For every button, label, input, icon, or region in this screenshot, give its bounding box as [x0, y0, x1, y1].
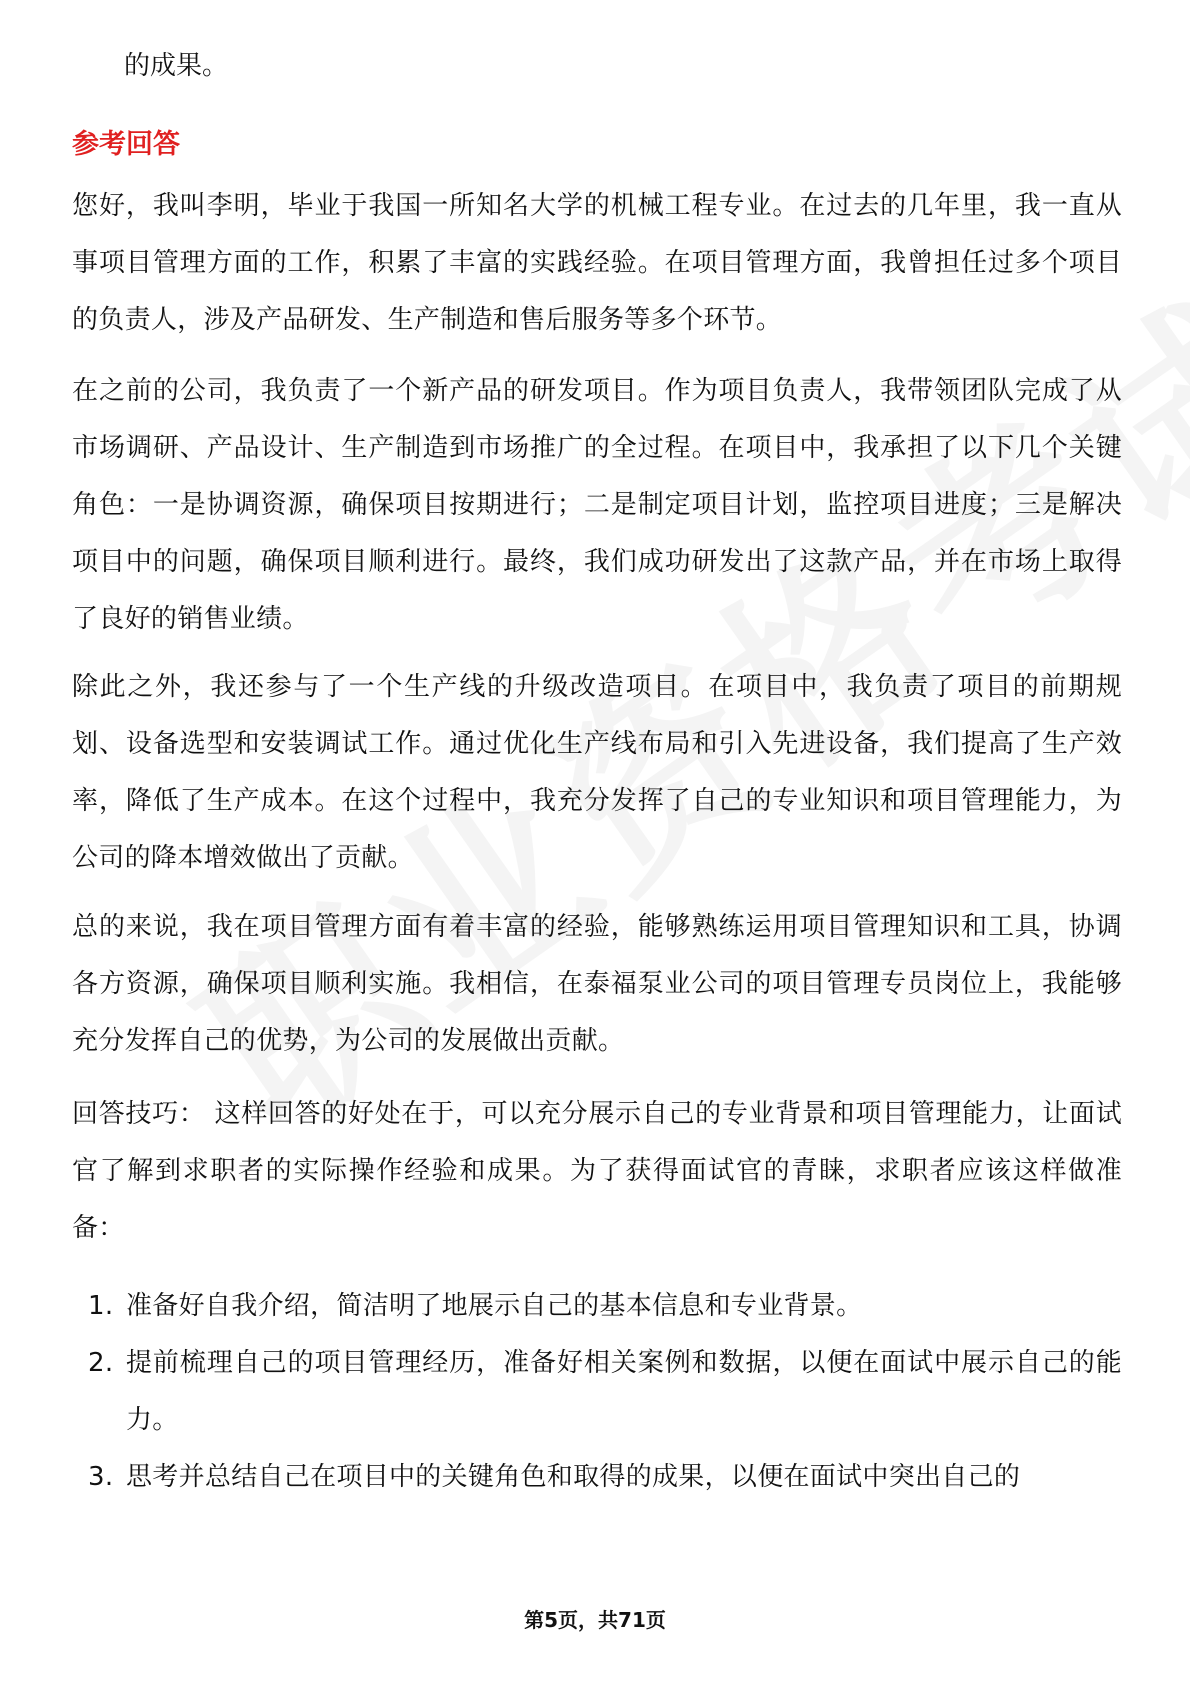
paragraph-tips: 回答技巧： 这样回答的好处在于，可以充分展示自己的专业背景和项目管理能力，让面试官了解到求职者的实际操作经验和成果。为了获得面试官的青睐，求职者应该这样做准备： [72, 1099, 1122, 1243]
section-title: 参考回答 [72, 129, 180, 160]
list-item [72, 1335, 1122, 1449]
continuation-text: 的成果。 [124, 51, 229, 81]
list-number: 3. [88, 1462, 114, 1492]
list-number: 2. [88, 1348, 114, 1378]
list-number: 1. [88, 1291, 114, 1321]
paragraph-intro: 您好，我叫李明，毕业于我国一所知名大学的机械工程专业。在过去的几年里，我一直从事项目管理方面的工作，积累了丰富的实践经验。在项目管理方面，我曾担任过多个项目的负责人，涉及产品研发、生产制造和售后服务等多个环节。 [72, 191, 1122, 335]
list-item [72, 1449, 1122, 1506]
list-item [72, 1278, 1122, 1335]
page-footer: 第5页，共71页 [524, 1608, 666, 1632]
list-item-text: 思考并总结自己在项目中的关键角色和取得的成果，以便在面试中突出自己的 [126, 1462, 1021, 1492]
list-item-text: 提前梳理自己的项目管理经历，准备好相关案例和数据，以便在面试中展示自己的能力。 [126, 1348, 1122, 1435]
paragraph-summary: 总的来说，我在项目管理方面有着丰富的经验，能够熟练运用项目管理知识和工具，协调各方资源，确保项目顺利实施。我相信，在泰福泵业公司的项目管理专员岗位上，我能够充分发挥自己的优势，为公司的发展做出贡献。 [72, 912, 1122, 1056]
paragraph-project-2: 除此之外，我还参与了一个生产线的升级改造项目。在项目中，我负责了项目的前期规划、设备选型和安装调试工作。通过优化生产线布局和引入先进设备，我们提高了生产效率，降低了生产成本。在这个过程中，我充分发挥了自己的专业知识和项目管理能力，为公司的降本增效做出了贡献。 [72, 672, 1122, 873]
paragraph-project-1: 在之前的公司，我负责了一个新产品的研发项目。作为项目负责人，我带领团队完成了从市场调研、产品设计、生产制造到市场推广的全过程。在项目中，我承担了以下几个关键角色：一是协调资源，确保项目按期进行；二是制定项目计划，监控项目进度；三是解决项目中的问题，确保项目顺利进行。最终，我们成功研发出了这款产品，并在市场上取得了良好的销售业绩。 [72, 376, 1122, 634]
tips-list [72, 1278, 1122, 1506]
list-item-text: 准备好自我介绍，简洁明了地展示自己的基本信息和专业背景。 [126, 1291, 863, 1321]
